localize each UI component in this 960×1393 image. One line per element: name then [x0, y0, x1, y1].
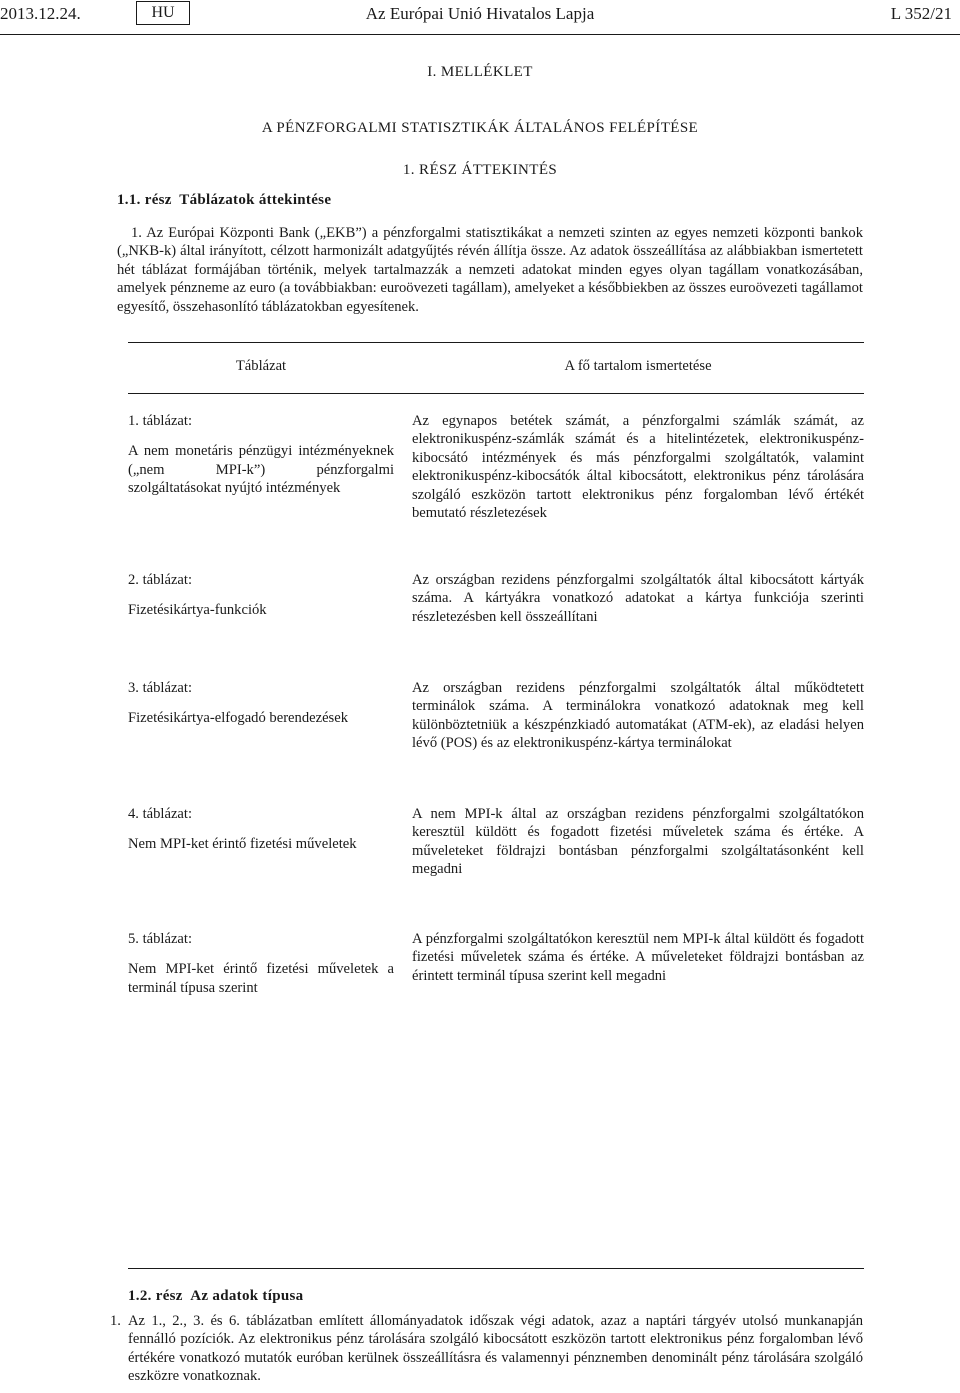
- table-name: Fizetésikártya-funkciók: [128, 602, 267, 619]
- header-divider: [0, 34, 960, 35]
- table-number: 2. táblázat:: [128, 572, 193, 588]
- table-number: 4. táblázat:: [128, 806, 193, 822]
- table-name: Nem MPI-ket érintő fizetési műveletek a terminál típusa szerint: [128, 961, 394, 996]
- subsection-1-1-title: Táblázatok áttekintése: [179, 192, 332, 208]
- table-number: 5. táblázat:: [128, 931, 193, 947]
- paragraph-2: [110, 1312, 863, 1386]
- table-description: A pénzforgalmi szolgáltatókon keresztül nem MPI-k által küldött és fogadott fizetési műveletek száma és értéke. A műveleteket földrajzi bontásban az érintett terminál típusa szerint kell megadni: [412, 931, 864, 984]
- table-bottom-rule: [128, 1268, 864, 1269]
- table-header: [128, 342, 864, 394]
- paragraph-2-text: Az 1., 2., 3. és 6. táblázatban említett állományadatok időszak végi adatok, azaz a naptári tárgyév utolsó munkanapján fennálló pozíciók. Az elektronikus pénz tárolására szolgáló kibocsátott eszközön tartott elektronikus pénz forgalomban lévő értékére vonatkozó mutatók euróban kerülnek összeállításra és valamennyi pénznemben denominált pénz tárolására szolgáló eszközre vonatkoznak.: [128, 1313, 863, 1385]
- subsection-1-1-heading: [117, 192, 331, 209]
- row-table-cell: [128, 930, 394, 997]
- row-table-cell: [128, 412, 394, 498]
- language-badge: HU: [136, 1, 190, 25]
- table-description: Az országban rezidens pénzforgalmi szolgáltatók által működtetett terminálok száma. A terminálokra vonatkozó adatoknak meg kell különböztetniük a készpénzkiadó automatákat (ATM-ek), az eladási helyen lévő (POS) és az elektronikuspénz-kártya terminálokat: [412, 680, 864, 752]
- subsection-1-2-heading: [128, 1288, 303, 1305]
- paragraph-1-number: 1.: [131, 225, 142, 241]
- row-table-cell: [128, 679, 394, 728]
- main-title: A PÉNZFORGALMI STATISZTIKÁK ÁLTALÁNOS FELÉPÍTÉSE: [261, 120, 699, 136]
- subsection-1-2-number: 1.2. rész: [128, 1288, 183, 1304]
- table-name: Fizetésikártya-elfogadó berendezések: [128, 710, 349, 727]
- paragraph-1: [117, 224, 863, 316]
- journal-header: [0, 0, 960, 30]
- annex-title: I. MELLÉKLET: [427, 64, 533, 80]
- table-name: A nem monetáris pénzügyi intézményeknek („nem MPI-k”) pénzforgalmi szolgáltatásokat nyújtó intézmények: [128, 443, 394, 497]
- table-number: 3. táblázat:: [128, 680, 193, 696]
- paragraph-2-number: 1.: [110, 1313, 121, 1329]
- table-name: Nem MPI-ket érintő fizetési műveletek: [128, 836, 357, 853]
- table-description: A nem MPI-k által az országban rezidens pénzforgalmi szolgáltatókon keresztül küldött és fogadott fizetési műveletek száma és értéke. A műveleteket földrajzi bontásban pénzforgalmi szolgáltatásonként kell megadni: [412, 806, 864, 878]
- column-header-description: A fő tartalom ismertetése: [564, 358, 712, 374]
- paragraph-1-text: Az Európai Központi Bank („EKB”) a pénzforgalmi statisztikákat a nemzeti szinten az egyes nemzeti központi bankok („NKB-k) által irányított, célzott harmonizált adatgyűjtés révén állítja össze. Az adatok összeállítása az alábbiakban ismertetett hét táblázat formájában történik, melyek tartalmazzák a nemzeti adatokat minden egyes olyan tagállam vonatkozásában, amelyek pénzneme az euro (a továbbiakban: euroövezeti tagállam), amelyeket a későbbiekben az összes euroövezeti tagállamot egyesítő, összehasonlító táblázatokban egyesítenek.: [117, 225, 863, 315]
- table-description: Az egynapos betétek számát, a pénzforgalmi számlák számát, az elektronikuspénz-számlák számát és a hitelintézetek, elektronikuspénz-kibocsátó intézmények és más pénzforgalmi szolgáltatók, valamint elektronikuspénz-kibocsátók által kibocsátott, elektronikus pénz tárolására szolgáló eszközön tartott elektronikus pénz forgalomban lévő értékét bemutató részletezések: [412, 413, 864, 522]
- column-header-table: Táblázat: [235, 358, 287, 374]
- row-table-cell: [128, 571, 394, 620]
- publication-date: 2013.12.24.: [0, 4, 81, 23]
- journal-title: Az Európai Unió Hivatalos Lapja: [365, 4, 595, 23]
- row-table-cell: [128, 805, 394, 854]
- subsection-1-2-title: Az adatok típusa: [190, 1288, 304, 1304]
- table-number: 1. táblázat:: [128, 413, 193, 429]
- table-description: Az országban rezidens pénzforgalmi szolgáltatók által kibocsátott kártyák száma. A kártyákra vonatkozó adatokat a kártya funkciója szerinti részletezésben kell összeállítani: [412, 572, 864, 625]
- part1-title: 1. RÉSZ ÁTTEKINTÉS: [402, 162, 558, 178]
- page-reference: L 352/21: [890, 4, 952, 23]
- subsection-1-1-number: 1.1. rész: [117, 192, 172, 208]
